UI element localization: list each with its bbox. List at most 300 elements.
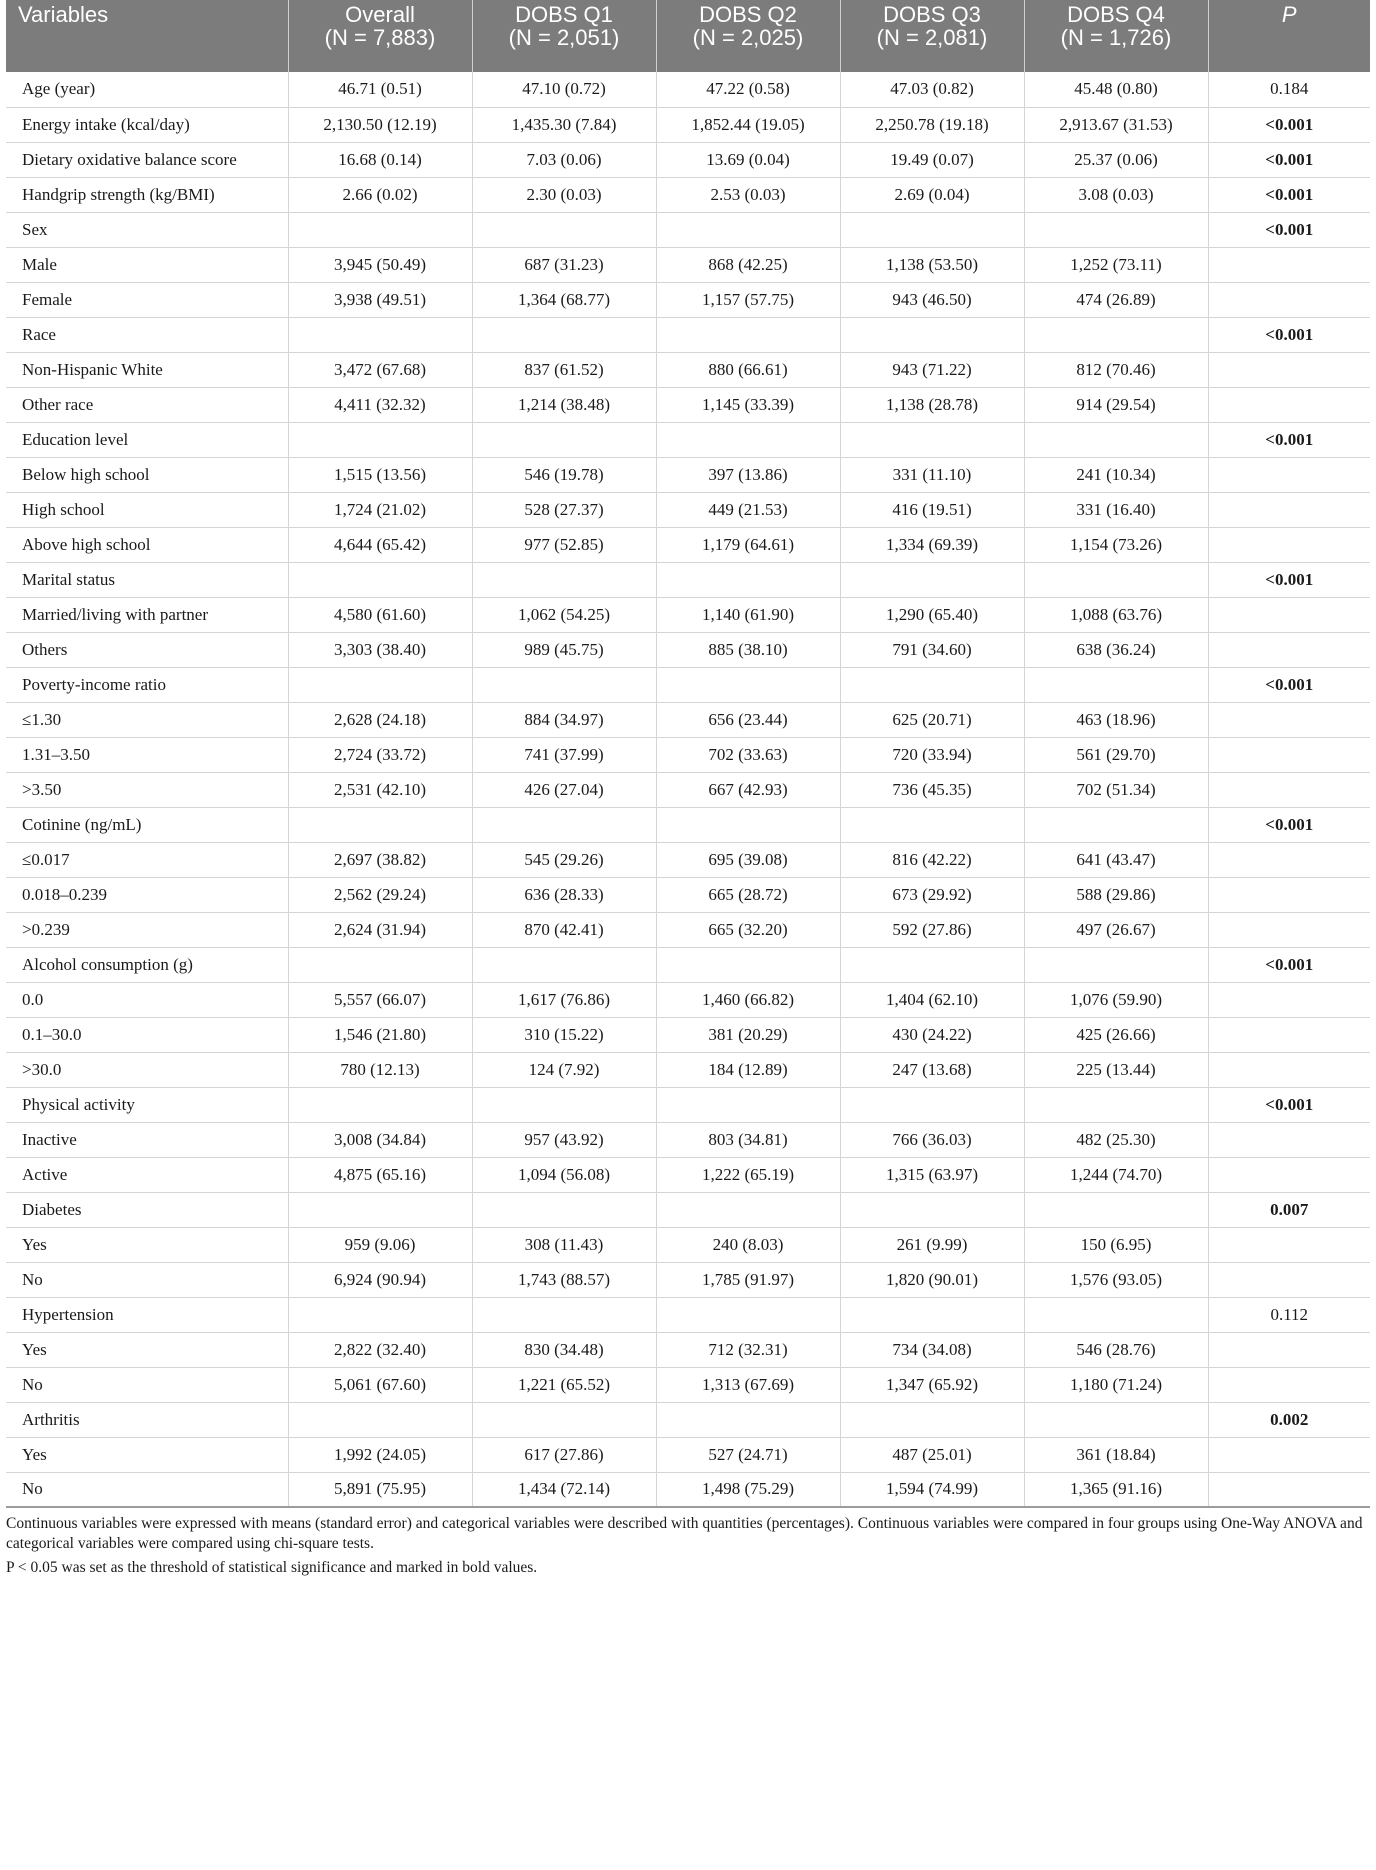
p-value-cell: <0.001 [1208, 422, 1370, 457]
column-header-count: (N = 2,081) [876, 25, 988, 50]
value-cell: 45.48 (0.80) [1024, 72, 1208, 107]
value-cell: 1,498 (75.29) [656, 1472, 840, 1507]
value-cell: 16.68 (0.14) [288, 142, 472, 177]
p-value-cell: <0.001 [1208, 142, 1370, 177]
row-label: 0.018–0.239 [6, 877, 288, 912]
value-cell: 977 (52.85) [472, 527, 656, 562]
value-cell: 449 (21.53) [656, 492, 840, 527]
table-row [6, 912, 1370, 947]
value-cell: 1,244 (74.70) [1024, 1157, 1208, 1192]
table-row [6, 947, 1370, 982]
value-cell: 1,252 (73.11) [1024, 247, 1208, 282]
value-cell: 1,221 (65.52) [472, 1367, 656, 1402]
p-value-cell [1208, 877, 1370, 912]
value-cell: 331 (11.10) [840, 457, 1024, 492]
row-label: Yes [6, 1437, 288, 1472]
value-cell: 617 (27.86) [472, 1437, 656, 1472]
value-cell [1024, 667, 1208, 702]
p-value-cell [1208, 247, 1370, 282]
value-cell: 1,145 (33.39) [656, 387, 840, 422]
row-label: Race [6, 317, 288, 352]
table-row [6, 877, 1370, 912]
value-cell: 361 (18.84) [1024, 1437, 1208, 1472]
row-label: Above high school [6, 527, 288, 562]
p-value-cell [1208, 457, 1370, 492]
value-cell: 1,404 (62.10) [840, 982, 1024, 1017]
table-row [6, 772, 1370, 807]
table-row [6, 1332, 1370, 1367]
value-cell: 957 (43.92) [472, 1122, 656, 1157]
row-label: >0.239 [6, 912, 288, 947]
value-cell: 6,924 (90.94) [288, 1262, 472, 1297]
value-cell: 1,743 (88.57) [472, 1262, 656, 1297]
value-cell: 766 (36.03) [840, 1122, 1024, 1157]
value-cell: 667 (42.93) [656, 772, 840, 807]
row-label: Others [6, 632, 288, 667]
table-row [6, 422, 1370, 457]
value-cell: 1,434 (72.14) [472, 1472, 656, 1507]
table-row [6, 1017, 1370, 1052]
table-row [6, 1262, 1370, 1297]
column-header-title: Overall [345, 2, 415, 27]
value-cell: 1,140 (61.90) [656, 597, 840, 632]
table-row [6, 492, 1370, 527]
row-label: Hypertension [6, 1297, 288, 1332]
row-label: Active [6, 1157, 288, 1192]
value-cell: 2,724 (33.72) [288, 737, 472, 772]
value-cell [840, 1297, 1024, 1332]
value-cell [656, 807, 840, 842]
table-row [6, 387, 1370, 422]
value-cell: 3,945 (50.49) [288, 247, 472, 282]
value-cell: 2,531 (42.10) [288, 772, 472, 807]
p-value-cell [1208, 1157, 1370, 1192]
value-cell: 5,557 (66.07) [288, 982, 472, 1017]
value-cell: 2,822 (32.40) [288, 1332, 472, 1367]
table-row [6, 1052, 1370, 1087]
row-label: 0.1–30.0 [6, 1017, 288, 1052]
value-cell: 720 (33.94) [840, 737, 1024, 772]
value-cell: 482 (25.30) [1024, 1122, 1208, 1157]
column-header-4 [840, 0, 1024, 72]
value-cell: 1,154 (73.26) [1024, 527, 1208, 562]
value-cell: 656 (23.44) [656, 702, 840, 737]
value-cell: 830 (34.48) [472, 1332, 656, 1367]
value-cell [840, 947, 1024, 982]
value-cell: 4,875 (65.16) [288, 1157, 472, 1192]
p-value-cell: 0.002 [1208, 1402, 1370, 1437]
value-cell: 124 (7.92) [472, 1052, 656, 1087]
row-label: 0.0 [6, 982, 288, 1017]
value-cell: 2.30 (0.03) [472, 177, 656, 212]
value-cell: 19.49 (0.07) [840, 142, 1024, 177]
value-cell [656, 562, 840, 597]
value-cell [1024, 317, 1208, 352]
column-header-3 [656, 0, 840, 72]
row-label: Handgrip strength (kg/BMI) [6, 177, 288, 212]
value-cell: 885 (38.10) [656, 632, 840, 667]
value-cell: 712 (32.31) [656, 1332, 840, 1367]
p-value-cell [1208, 1227, 1370, 1262]
table-row [6, 1367, 1370, 1402]
value-cell: 1,179 (64.61) [656, 527, 840, 562]
value-cell: 1,460 (66.82) [656, 982, 840, 1017]
table-row [6, 352, 1370, 387]
value-cell [840, 1402, 1024, 1437]
value-cell: 2,562 (29.24) [288, 877, 472, 912]
value-cell: 7.03 (0.06) [472, 142, 656, 177]
table-row [6, 1297, 1370, 1332]
column-header-title: DOBS Q3 [883, 2, 981, 27]
column-header-count: (N = 7,883) [324, 25, 436, 50]
value-cell: 868 (42.25) [656, 247, 840, 282]
value-cell: 2.66 (0.02) [288, 177, 472, 212]
value-cell: 545 (29.26) [472, 842, 656, 877]
value-cell [288, 422, 472, 457]
value-cell [1024, 422, 1208, 457]
value-cell: 487 (25.01) [840, 1437, 1024, 1472]
row-label: Energy intake (kcal/day) [6, 107, 288, 142]
value-cell: 803 (34.81) [656, 1122, 840, 1157]
p-value-cell: <0.001 [1208, 317, 1370, 352]
value-cell: 3.08 (0.03) [1024, 177, 1208, 212]
value-cell: 3,472 (67.68) [288, 352, 472, 387]
value-cell: 1,334 (69.39) [840, 527, 1024, 562]
value-cell: 636 (28.33) [472, 877, 656, 912]
value-cell: 425 (26.66) [1024, 1017, 1208, 1052]
column-header-0 [6, 0, 288, 72]
value-cell: 4,411 (32.32) [288, 387, 472, 422]
table-row [6, 527, 1370, 562]
value-cell: 702 (51.34) [1024, 772, 1208, 807]
value-cell [840, 1087, 1024, 1122]
value-cell: 184 (12.89) [656, 1052, 840, 1087]
value-cell: 1,138 (53.50) [840, 247, 1024, 282]
value-cell: 880 (66.61) [656, 352, 840, 387]
value-cell: 638 (36.24) [1024, 632, 1208, 667]
value-cell: 561 (29.70) [1024, 737, 1208, 772]
value-cell: 1,214 (38.48) [472, 387, 656, 422]
row-label: ≤1.30 [6, 702, 288, 737]
value-cell: 5,061 (67.60) [288, 1367, 472, 1402]
value-cell: 47.03 (0.82) [840, 72, 1024, 107]
table-row [6, 1472, 1370, 1507]
value-cell: 588 (29.86) [1024, 877, 1208, 912]
p-value-cell [1208, 842, 1370, 877]
table-row [6, 632, 1370, 667]
value-cell: 331 (16.40) [1024, 492, 1208, 527]
footnote-methods: Continuous variables were expressed with means (standard error) and categorical variables were described with quantities (percentages). Continuous variables were compared in four groups using One-Way ANOVA and categorical variables were compared using chi-square tests. [6, 1515, 1363, 1552]
value-cell [472, 1402, 656, 1437]
table-header [6, 0, 1370, 72]
p-value-cell [1208, 1122, 1370, 1157]
value-cell [472, 667, 656, 702]
value-cell: 673 (29.92) [840, 877, 1024, 912]
value-cell [472, 1087, 656, 1122]
table-row [6, 667, 1370, 702]
value-cell: 4,580 (61.60) [288, 597, 472, 632]
value-cell: 791 (34.60) [840, 632, 1024, 667]
column-header-title: DOBS Q1 [515, 2, 613, 27]
value-cell [288, 562, 472, 597]
value-cell [656, 212, 840, 247]
row-label: Below high school [6, 457, 288, 492]
p-value-cell: <0.001 [1208, 807, 1370, 842]
table-row [6, 1087, 1370, 1122]
table-row [6, 142, 1370, 177]
row-label: Female [6, 282, 288, 317]
column-header-title: P [1281, 2, 1297, 27]
value-cell: 3,303 (38.40) [288, 632, 472, 667]
column-header-2 [472, 0, 656, 72]
value-cell: 1,546 (21.80) [288, 1017, 472, 1052]
value-cell: 5,891 (75.95) [288, 1472, 472, 1507]
row-label: Non-Hispanic White [6, 352, 288, 387]
table-row [6, 1122, 1370, 1157]
table-row [6, 1192, 1370, 1227]
value-cell [656, 667, 840, 702]
p-value-cell [1208, 772, 1370, 807]
value-cell [288, 667, 472, 702]
value-cell [1024, 212, 1208, 247]
p-value-cell: <0.001 [1208, 947, 1370, 982]
p-value-cell [1208, 1332, 1370, 1367]
value-cell: 47.22 (0.58) [656, 72, 840, 107]
value-cell [840, 212, 1024, 247]
table-row [6, 737, 1370, 772]
table-row [6, 107, 1370, 142]
value-cell [288, 1192, 472, 1227]
table-row [6, 842, 1370, 877]
row-label: Arthritis [6, 1402, 288, 1437]
row-label: Sex [6, 212, 288, 247]
value-cell: 47.10 (0.72) [472, 72, 656, 107]
table-row [6, 562, 1370, 597]
p-value-cell [1208, 282, 1370, 317]
value-cell: 665 (32.20) [656, 912, 840, 947]
row-label: Alcohol consumption (g) [6, 947, 288, 982]
value-cell [1024, 562, 1208, 597]
value-cell: 625 (20.71) [840, 702, 1024, 737]
column-header-title: DOBS Q4 [1067, 2, 1165, 27]
value-cell: 1,313 (67.69) [656, 1367, 840, 1402]
value-cell: 1,724 (21.02) [288, 492, 472, 527]
p-value-cell: <0.001 [1208, 177, 1370, 212]
table-row [6, 1227, 1370, 1262]
value-cell [472, 317, 656, 352]
value-cell: 150 (6.95) [1024, 1227, 1208, 1262]
table-row [6, 457, 1370, 492]
table-row [6, 247, 1370, 282]
p-value-cell [1208, 1437, 1370, 1472]
value-cell: 1,364 (68.77) [472, 282, 656, 317]
value-cell: 1,138 (28.78) [840, 387, 1024, 422]
value-cell: 1,094 (56.08) [472, 1157, 656, 1192]
value-cell [1024, 807, 1208, 842]
value-cell: 1,062 (54.25) [472, 597, 656, 632]
value-cell: 816 (42.22) [840, 842, 1024, 877]
table-row [6, 982, 1370, 1017]
value-cell: 695 (39.08) [656, 842, 840, 877]
value-cell: 1,820 (90.01) [840, 1262, 1024, 1297]
value-cell: 3,008 (34.84) [288, 1122, 472, 1157]
column-header-title: DOBS Q2 [699, 2, 797, 27]
value-cell: 736 (45.35) [840, 772, 1024, 807]
row-label: Other race [6, 387, 288, 422]
p-value-cell [1208, 1052, 1370, 1087]
value-cell: 837 (61.52) [472, 352, 656, 387]
p-value-cell [1208, 1472, 1370, 1507]
table-row [6, 807, 1370, 842]
row-label: >30.0 [6, 1052, 288, 1087]
value-cell: 943 (46.50) [840, 282, 1024, 317]
value-cell: 4,644 (65.42) [288, 527, 472, 562]
p-value-cell: 0.184 [1208, 72, 1370, 107]
table-row [6, 177, 1370, 212]
table-row [6, 1157, 1370, 1192]
value-cell [288, 1402, 472, 1437]
row-label: Male [6, 247, 288, 282]
value-cell: 780 (12.13) [288, 1052, 472, 1087]
table-row [6, 212, 1370, 247]
value-cell: 527 (24.71) [656, 1437, 840, 1472]
row-label: Yes [6, 1332, 288, 1367]
value-cell [840, 562, 1024, 597]
row-label: No [6, 1472, 288, 1507]
value-cell: 914 (29.54) [1024, 387, 1208, 422]
p-value-cell: <0.001 [1208, 562, 1370, 597]
value-cell [472, 1192, 656, 1227]
value-cell: 870 (42.41) [472, 912, 656, 947]
p-value-cell [1208, 982, 1370, 1017]
row-label: 1.31–3.50 [6, 737, 288, 772]
table-row [6, 72, 1370, 107]
p-value-cell [1208, 1017, 1370, 1052]
value-cell: 2,697 (38.82) [288, 842, 472, 877]
value-cell: 1,785 (91.97) [656, 1262, 840, 1297]
value-cell [840, 1192, 1024, 1227]
value-cell [840, 317, 1024, 352]
value-cell: 884 (34.97) [472, 702, 656, 737]
value-cell [656, 1402, 840, 1437]
table-row [6, 597, 1370, 632]
value-cell [656, 1297, 840, 1332]
value-cell: 1,157 (57.75) [656, 282, 840, 317]
row-label: No [6, 1262, 288, 1297]
value-cell: 1,315 (63.97) [840, 1157, 1024, 1192]
baseline-characteristics-table [6, 0, 1370, 1508]
value-cell [840, 807, 1024, 842]
value-cell [656, 422, 840, 457]
value-cell: 2,913.67 (31.53) [1024, 107, 1208, 142]
p-value-cell [1208, 352, 1370, 387]
p-value-cell [1208, 702, 1370, 737]
value-cell: 25.37 (0.06) [1024, 142, 1208, 177]
row-label: No [6, 1367, 288, 1402]
p-value-cell [1208, 632, 1370, 667]
p-value-cell [1208, 1262, 1370, 1297]
value-cell: 1,290 (65.40) [840, 597, 1024, 632]
value-cell [288, 947, 472, 982]
row-label: Married/living with partner [6, 597, 288, 632]
value-cell: 1,222 (65.19) [656, 1157, 840, 1192]
value-cell: 1,852.44 (19.05) [656, 107, 840, 142]
value-cell [288, 317, 472, 352]
row-label: >3.50 [6, 772, 288, 807]
row-label: High school [6, 492, 288, 527]
table-row [6, 317, 1370, 352]
value-cell: 687 (31.23) [472, 247, 656, 282]
table-row [6, 702, 1370, 737]
value-cell [472, 562, 656, 597]
header-row [6, 0, 1370, 72]
column-header-count: (N = 2,051) [508, 25, 620, 50]
value-cell: 546 (28.76) [1024, 1332, 1208, 1367]
value-cell: 665 (28.72) [656, 877, 840, 912]
row-label: Cotinine (ng/mL) [6, 807, 288, 842]
column-header-5 [1024, 0, 1208, 72]
table-row [6, 1402, 1370, 1437]
value-cell [656, 1087, 840, 1122]
value-cell [1024, 1192, 1208, 1227]
value-cell [656, 947, 840, 982]
value-cell: 240 (8.03) [656, 1227, 840, 1262]
value-cell: 943 (71.22) [840, 352, 1024, 387]
value-cell: 741 (37.99) [472, 737, 656, 772]
value-cell: 2,624 (31.94) [288, 912, 472, 947]
value-cell: 546 (19.78) [472, 457, 656, 492]
value-cell: 261 (9.99) [840, 1227, 1024, 1262]
value-cell: 734 (34.08) [840, 1332, 1024, 1367]
value-cell: 1,365 (91.16) [1024, 1472, 1208, 1507]
row-label: Diabetes [6, 1192, 288, 1227]
value-cell [1024, 947, 1208, 982]
value-cell: 812 (70.46) [1024, 352, 1208, 387]
value-cell [288, 212, 472, 247]
value-cell [472, 422, 656, 457]
value-cell: 1,088 (63.76) [1024, 597, 1208, 632]
value-cell: 3,938 (49.51) [288, 282, 472, 317]
value-cell: 397 (13.86) [656, 457, 840, 492]
value-cell [288, 1297, 472, 1332]
value-cell: 474 (26.89) [1024, 282, 1208, 317]
value-cell: 1,435.30 (7.84) [472, 107, 656, 142]
row-label: Dietary oxidative balance score [6, 142, 288, 177]
table-row [6, 282, 1370, 317]
value-cell: 1,180 (71.24) [1024, 1367, 1208, 1402]
value-cell [472, 807, 656, 842]
table-container [6, 0, 1370, 1582]
value-cell: 310 (15.22) [472, 1017, 656, 1052]
row-label: Physical activity [6, 1087, 288, 1122]
value-cell: 592 (27.86) [840, 912, 1024, 947]
value-cell: 1,594 (74.99) [840, 1472, 1024, 1507]
value-cell: 225 (13.44) [1024, 1052, 1208, 1087]
value-cell [1024, 1297, 1208, 1332]
column-header-count: (N = 1,726) [1060, 25, 1172, 50]
value-cell: 1,992 (24.05) [288, 1437, 472, 1472]
footnote-significance: P < 0.05 was set as the threshold of statistical significance and marked in bold values. [6, 1559, 538, 1576]
table-footnotes [6, 1508, 1370, 1578]
value-cell: 959 (9.06) [288, 1227, 472, 1262]
value-cell: 426 (27.04) [472, 772, 656, 807]
value-cell [472, 212, 656, 247]
value-cell [656, 317, 840, 352]
value-cell [288, 807, 472, 842]
value-cell: 2,130.50 (12.19) [288, 107, 472, 142]
p-value-cell [1208, 492, 1370, 527]
value-cell: 641 (43.47) [1024, 842, 1208, 877]
